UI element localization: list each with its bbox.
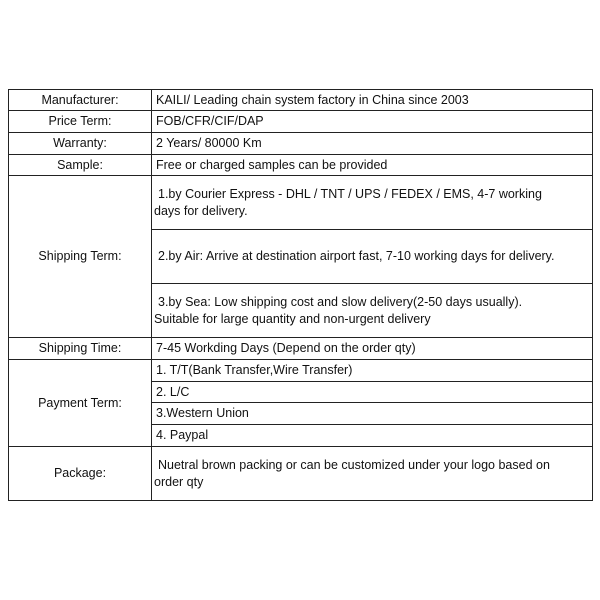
shipping-air-text: 2.by Air: Arrive at destination airport fast, 7-10 working days for delivery. xyxy=(158,249,555,263)
package-value xyxy=(152,447,593,501)
shipping-sea-line2: Suitable for large quantity and non-urgent delivery xyxy=(154,311,431,326)
table-row-shipping-time xyxy=(9,338,593,360)
shipping-sea-value xyxy=(152,284,593,338)
product-spec-table xyxy=(8,89,593,501)
package-label: Package: xyxy=(9,447,152,501)
price-term-label: Price Term: xyxy=(9,111,152,133)
shipping-time-label: Shipping Time: xyxy=(9,338,152,360)
payment-option-2: 2. L/C xyxy=(152,382,593,403)
table-row-price-term xyxy=(9,111,593,133)
price-term-value: FOB/CFR/CIF/DAP xyxy=(152,111,593,133)
sample-label: Sample: xyxy=(9,155,152,176)
package-line1: Nuetral brown packing or can be customized under your logo based on xyxy=(158,457,550,472)
table-row-warranty xyxy=(9,133,593,155)
shipping-air-value xyxy=(152,230,593,284)
table-row-shipping-courier xyxy=(9,176,593,230)
shipping-courier-value xyxy=(152,176,593,230)
package-line2: order qty xyxy=(154,474,204,489)
manufacturer-label: Manufacturer: xyxy=(9,90,152,111)
shipping-courier-line2: days for delivery. xyxy=(154,203,248,218)
payment-term-label: Payment Term: xyxy=(9,360,152,447)
shipping-courier-line1: 1.by Courier Express - DHL / TNT / UPS / FEDEX / EMS, 4-7 working xyxy=(158,186,542,201)
table-row-package xyxy=(9,447,593,501)
table-row-sample xyxy=(9,155,593,176)
sample-value: Free or charged samples can be provided xyxy=(152,155,593,176)
shipping-time-value: 7-45 Workding Days (Depend on the order qty) xyxy=(152,338,593,360)
shipping-term-label: Shipping Term: xyxy=(9,176,152,338)
warranty-label: Warranty: xyxy=(9,133,152,155)
payment-option-1: 1. T/T(Bank Transfer,Wire Transfer) xyxy=(152,360,593,382)
payment-option-3: 3.Western Union xyxy=(152,403,593,425)
table-row-payment-1 xyxy=(9,360,593,382)
warranty-value: 2 Years/ 80000 Km xyxy=(152,133,593,155)
shipping-sea-line1: 3.by Sea: Low shipping cost and slow delivery(2-50 days usually). xyxy=(158,294,523,309)
table-row-manufacturer xyxy=(9,90,593,111)
manufacturer-value: KAILI/ Leading chain system factory in China since 2003 xyxy=(152,90,593,111)
payment-option-4: 4. Paypal xyxy=(152,425,593,447)
